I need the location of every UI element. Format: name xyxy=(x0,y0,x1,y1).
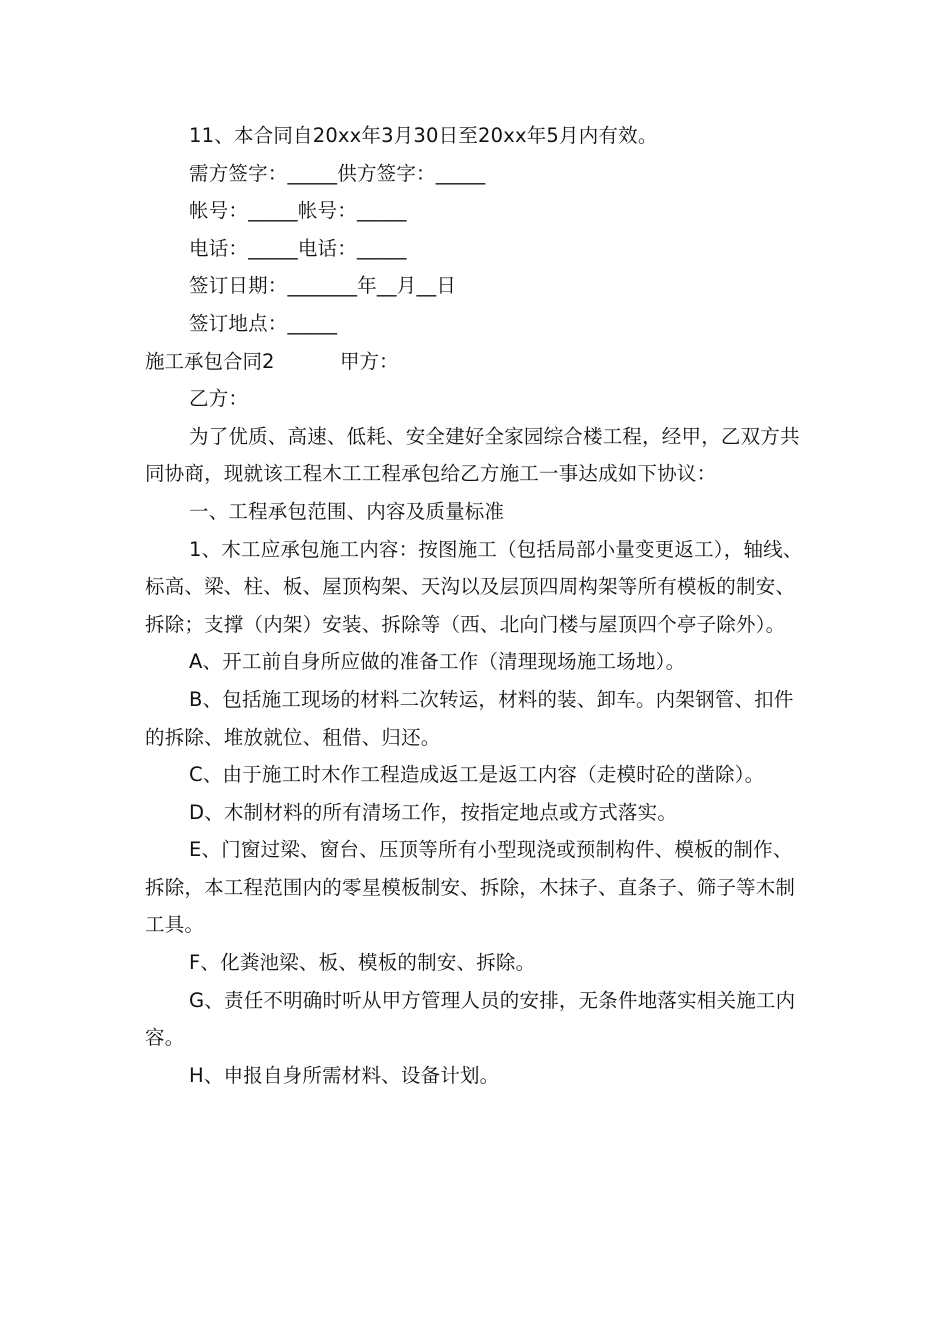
scope-item-a: A、开工前自身所应做的准备工作（清理现场施工场地）。 xyxy=(189,650,686,674)
scope-item-f: F、化粪池梁、板、模板的制安、拆除。 xyxy=(189,951,536,975)
section-title: 施工承包合同2 xyxy=(145,349,275,373)
scope-heading: 一、工程承包范围、内容及质量标准 xyxy=(189,499,505,523)
account-line: 帐号：_____帐号：_____ xyxy=(189,199,407,223)
party-b-label: 乙方： xyxy=(189,387,249,411)
party-a-label: 甲方： xyxy=(340,349,399,373)
scope-item-e: E、门窗过梁、窗台、压顶等所有小型现浇或预制构件、模板的制作、拆除，本工程范围内的零星模板制安、拆除，木抹子、直条子、筛子等木制工具。 xyxy=(145,838,796,937)
scope-item-b: B、包括施工现场的材料二次转运，材料的装、卸车。内架钢管、扣件的拆除、堆放就位、租借、归还。 xyxy=(145,687,794,749)
phone-line: 电话：_____电话：_____ xyxy=(189,236,407,260)
scope-item-g: G、责任不明确时听从甲方管理人员的安排，无条件地落实相关施工内容。 xyxy=(145,988,796,1050)
clause-11-validity: 11、本合同自20xx年3月30日至20xx年5月内有效。 xyxy=(189,124,658,147)
scope-item-c: C、由于施工时木作工程造成返工是返工内容（走模时砼的凿除）。 xyxy=(189,763,765,787)
scope-item-1: 1、木工应承包施工内容：按图施工（包括局部小量变更返工），轴线、标高、梁、柱、板、屋顶构架、天沟以及层顶四周构架等所有模板的制安、拆除；支撑（内架）安装、拆除等（西、北向门楼与屋顶四个亭子除外）。 xyxy=(145,537,803,636)
signature-line: 需方签字：_____供方签字：_____ xyxy=(189,161,486,185)
signing-date-line: 签订日期：_______年__月__日 xyxy=(189,274,457,298)
signing-place-line: 签订地点：_____ xyxy=(189,311,338,335)
document-body xyxy=(145,117,810,1094)
section-heading xyxy=(145,343,810,381)
scope-item-d: D、木制材料的所有清场工作，按指定地点或方式落实。 xyxy=(189,800,678,824)
scope-item-h: H、申报自身所需材料、设备计划。 xyxy=(189,1063,500,1087)
preamble-paragraph: 为了优质、高速、低耗、安全建好全家园综合楼工程，经甲，乙双方共同协商，现就该工程木工工程承包给乙方施工一事达成如下协议： xyxy=(145,424,800,486)
